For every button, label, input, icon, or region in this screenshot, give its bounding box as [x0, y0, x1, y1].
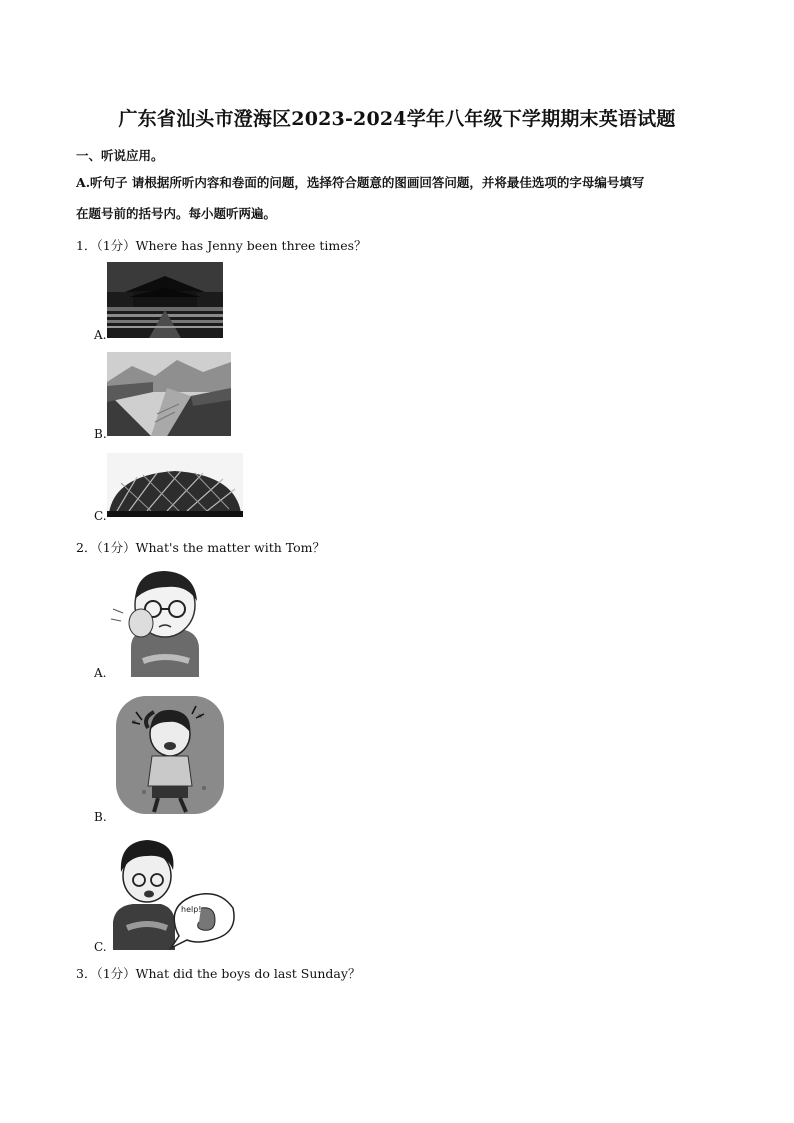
stomachache-boy-image — [107, 836, 241, 950]
great-wall-image — [107, 352, 231, 436]
section-heading: 一、听说应用。 — [76, 148, 164, 163]
forbidden-city-image — [107, 262, 223, 338]
toothache-boy-image — [107, 565, 207, 677]
q1-option-a-label: A. — [94, 328, 107, 342]
question-2: 2．（1分）What's the matter with Tom？ — [76, 540, 325, 555]
question-1: 1．（1分）Where has Jenny been three times？ — [76, 238, 367, 253]
q2-option-b-label: B. — [94, 810, 107, 824]
q1-option-b-label: B. — [94, 427, 107, 441]
page-title: 广东省汕头市澄海区2023-2024学年八年级下学期期末英语试题 — [118, 108, 676, 130]
instruction-line-1: A.听句子 请根据所听内容和卷面的问题，选择符合题意的图画回答问题，并将最佳选项的字母编号填写 — [76, 175, 645, 190]
q2-option-c-label: C. — [94, 940, 107, 954]
birds-nest-stadium-image — [107, 453, 243, 517]
headache-boy-image — [114, 692, 226, 820]
q2-option-a-label: A. — [94, 666, 107, 680]
instruction-line-2: 在题号前的括号内。每小题听两遍。 — [76, 206, 277, 221]
q1-option-c-label: C. — [94, 509, 107, 523]
speech-bubble-text: help! — [181, 905, 202, 914]
question-3: 3．（1分）What did the boys do last Sunday？ — [76, 966, 361, 981]
